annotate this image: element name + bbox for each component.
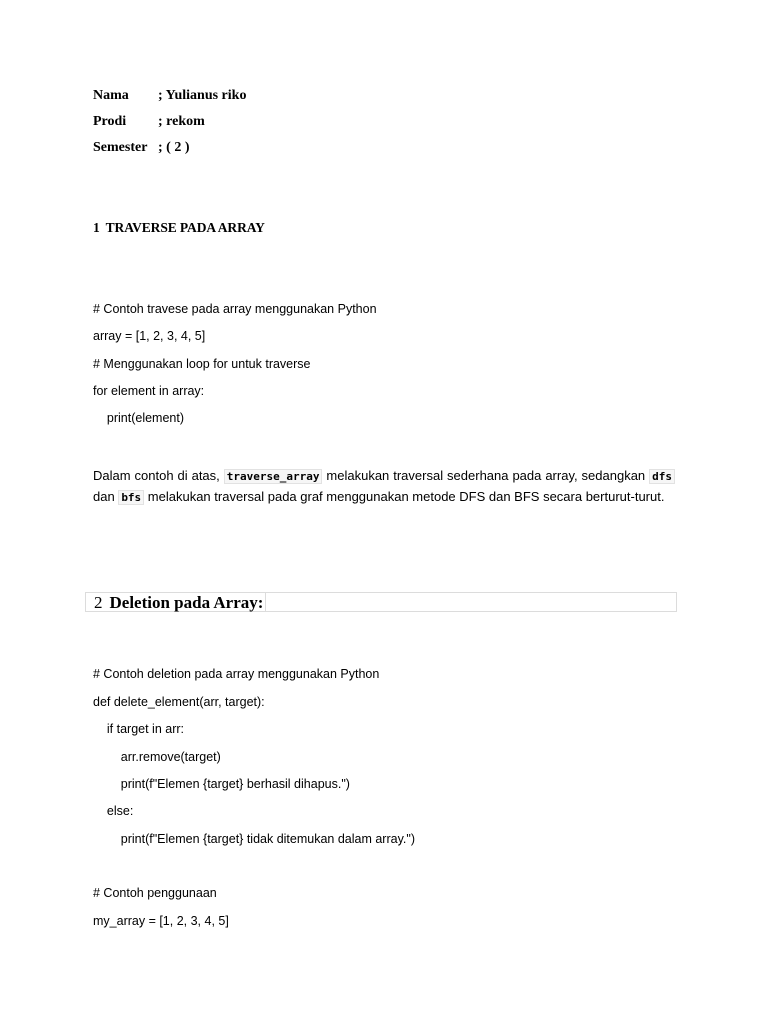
semester-row (93, 140, 190, 156)
code-line: arr.remove(target) (93, 750, 221, 764)
code-line: print(f"Elemen {target} tidak ditemukan dalam array.") (93, 832, 415, 846)
paragraph-text: Dalam contoh di atas, (93, 468, 224, 483)
paragraph-text: melakukan traversal pada graf menggunakan metode DFS dan BFS secara berturut-turut. (144, 488, 665, 504)
section1-title: TRAVERSE PADA ARRAY (105, 220, 265, 235)
code-line: for element in array: (93, 384, 205, 398)
section2-heading (86, 593, 266, 611)
code-line: print(f"Elemen {target} berhasil dihapus.") (93, 777, 350, 791)
nama-value: ; Yulianus riko (158, 88, 247, 103)
semester-value: ; ( 2 ) (158, 140, 190, 155)
paragraph-text: melakukan traversal sederhana pada array, sedangkan (322, 468, 650, 483)
semester-label: Semester (93, 140, 148, 155)
code-line: else: (93, 804, 134, 818)
inline-code-traverse-array: traverse_array (224, 469, 323, 484)
code-line: # Contoh travese pada array menggunakan Python (93, 302, 377, 316)
nama-label: Nama (93, 88, 129, 103)
section2-number: 2 (94, 593, 103, 612)
section1-heading (93, 220, 265, 236)
inline-code-dfs: dfs (649, 469, 675, 484)
section1-number: 1 (93, 220, 100, 235)
code-line: # Contoh deletion pada array menggunakan Python (93, 667, 380, 681)
code-line: def delete_element(arr, target): (93, 695, 265, 709)
code-line: if target in arr: (93, 722, 185, 736)
paragraph-text: dan (93, 488, 119, 504)
code-line: # Contoh penggunaan (93, 886, 217, 900)
section2-heading-box (85, 592, 677, 612)
prodi-label: Prodi (93, 114, 127, 129)
code-line: my_array = [1, 2, 3, 4, 5] (93, 914, 229, 928)
prodi-row (93, 114, 205, 130)
explanation-paragraph (93, 466, 675, 507)
prodi-value: ; rekom (158, 114, 205, 129)
inline-code-bfs: bfs (118, 490, 144, 505)
code-line: print(element) (93, 411, 185, 425)
nama-row (93, 88, 246, 104)
section2-title: Deletion pada Array: (109, 593, 264, 612)
code-line: array = [1, 2, 3, 4, 5] (93, 329, 206, 343)
code-line: # Menggunakan loop for untuk traverse (93, 357, 311, 371)
